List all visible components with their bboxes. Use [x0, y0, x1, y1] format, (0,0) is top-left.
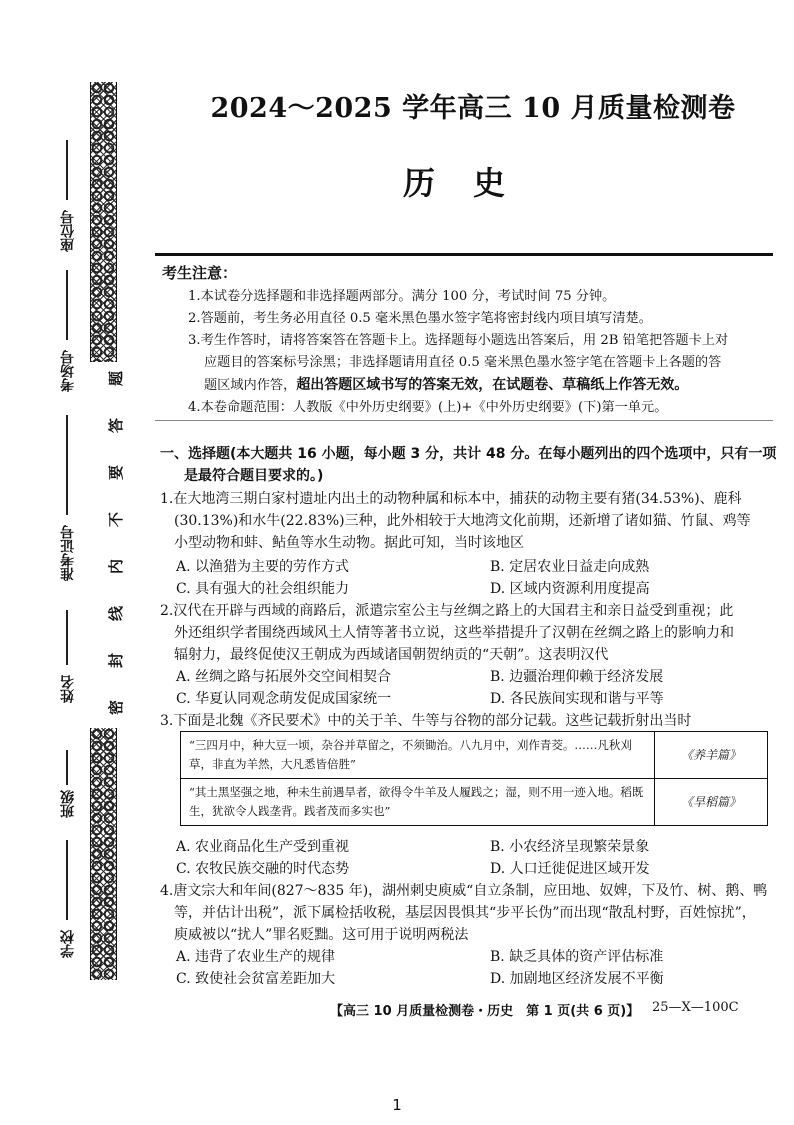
question-stem-line: 1.在大地湾三期白家村遗址内出土的动物种属和标本中，捕获的动物主要有猪(34.53%)、鹿科	[160, 491, 742, 507]
option-b: B. 边疆治理仰赖于经济发展	[490, 669, 664, 685]
option-c: C. 农牧民族交融的时代态势	[176, 861, 350, 877]
name-label: 姓名	[60, 675, 76, 703]
question-stem-line: 庾威被以“扰人”罪名贬黜。这可用于说明两税法	[174, 927, 469, 943]
notice-item: 4.本卷命题范围：人教版《中外历史纲要》(上)+《中外历史纲要》(下)第一单元。	[188, 400, 668, 415]
source-table	[180, 731, 768, 826]
question-stem-line: 外还组织学者围绕西域风土人情等著书立说，这些举措提升了汉朝在丝绸之路上的影响力和	[174, 625, 734, 641]
option-c: C. 具有强大的社会组织能力	[176, 581, 350, 597]
option-b: B. 缺乏具体的资产评估标准	[490, 949, 664, 965]
source-quote: “其土黑坚强之地，种未生前遇旱者，欲得令牛羊及人履践之；湿，则不用一迹入地。稻既生，犹欲令人践垄背。践者茂而多实也”	[181, 779, 655, 826]
school-line	[66, 840, 68, 920]
name-line	[66, 610, 68, 665]
option-c: C. 华夏认同观念萌发促成国家统一	[176, 691, 392, 707]
seal-char: 题	[107, 370, 126, 387]
page-number: 1	[392, 1096, 402, 1114]
exam-room-label: 考场号	[60, 350, 76, 392]
page-footer: 【高三 10 月质量检测卷・历史 第 1 页(共 6 页)】	[330, 1004, 640, 1019]
notice-item: 2.答题前，考生务必用直径 0.5 毫米黑色墨水签字笔将密封线内项目填写清楚。	[188, 311, 652, 326]
notice-title: 考生注意：	[162, 264, 238, 282]
option-b: B. 小农经济呈现繁荣景象	[490, 839, 650, 855]
school-label: 学校	[60, 930, 76, 958]
source-quote: “三四月中，种大豆一顷，杂谷并草留之，不须锄治。八九月中，刈作青茭。……凡秋刈草，非直为羊然，大凡悉皆倍胜”	[181, 732, 655, 779]
notice-item-text: 题区域内作答，	[204, 378, 297, 393]
seal-char: 线	[107, 605, 126, 622]
option-a: A. 农业商品化生产受到重视	[176, 839, 350, 855]
source-name: 《旱稻篇》	[655, 779, 768, 826]
notice-emphasis: 超出答题区域书写的答案无效，在试题卷、草稿纸上作答无效。	[296, 377, 689, 393]
section-heading	[160, 443, 782, 487]
seal-char: 不	[107, 511, 126, 528]
option-d: D. 加剧地区经济发展不平衡	[490, 971, 664, 987]
option-d: D. 人口迁徙促进区域开发	[490, 861, 650, 877]
question-stem-line: 4.唐文宗大和年间(827～835 年)，湖州刺史庾威“自立条制，应田地、奴婢，下及竹、树、鹅、鸭	[160, 883, 768, 899]
question-stem-line: 等，并估计出税”，派下属检括收税，基层因畏惧其“步平长伪”而出现“散乱村野，百姓惊扰”，	[174, 905, 756, 921]
option-a: A. 违背了农业生产的规律	[176, 949, 336, 965]
seal-char: 要	[107, 464, 126, 481]
seat-number-line	[66, 140, 68, 200]
admission-number-line	[66, 415, 68, 515]
source-name: 《养羊篇》	[655, 732, 768, 779]
exam-room-line	[66, 270, 68, 340]
option-a: A. 丝绸之路与拓展外交空间相契合	[176, 669, 392, 685]
notice-bottom-rule	[155, 420, 773, 421]
admission-number-label: 准考证号	[60, 525, 76, 581]
seal-char: 答	[107, 417, 126, 434]
seal-char: 封	[107, 652, 126, 669]
option-a: A. 以渔猎为主要的劳作方式	[176, 559, 350, 575]
seal-pattern-top	[90, 82, 117, 362]
table-row	[181, 732, 768, 779]
class-line	[66, 750, 68, 785]
table-row	[181, 779, 768, 826]
seal-char: 密	[107, 699, 126, 716]
question-stem-line: 3.下面是北魏《齐民要术》中的关于羊、牛等与谷物的部分记载。这些记载折射出当时	[160, 713, 692, 729]
question-1	[160, 488, 782, 554]
question-stem-line: 辐射力，最终促使汉王朝成为西域诸国朝贺纳贡的“天朝”。这表明汉代	[174, 647, 609, 663]
subject-title: 历史	[402, 164, 543, 202]
seal-char: 内	[107, 558, 126, 575]
question-4	[160, 880, 782, 946]
notice-top-rule	[155, 253, 773, 256]
question-2	[160, 600, 782, 666]
option-b: B. 定居农业日益走向成熟	[490, 559, 650, 575]
exam-title: 2024～2025 学年高三 10 月质量检测卷	[210, 93, 736, 124]
notice-item: 应题目的答案标号涂黑；非选择题请用直径 0.5 毫米黑色墨水签字笔在答题卡上各题的答	[204, 355, 722, 370]
notice-item	[204, 374, 794, 397]
question-3	[160, 710, 782, 732]
notice-item: 3.考生作答时，请将答案答在答题卡上。选择题每小题选出答案后，用 2B 铅笔把答题卡上对	[188, 333, 729, 348]
seal-pattern-bottom	[90, 728, 117, 980]
section-heading-line: 一、选择题(本大题共 16 小题，每小题 3 分，共计 48 分。在每小题列出的四个选项中，只有一项	[160, 446, 777, 462]
seal-line-text	[104, 368, 128, 718]
notice-item: 1.本试卷分选择题和非选择题两部分。满分 100 分，考试时间 75 分钟。	[188, 289, 616, 304]
option-d: D. 区域内资源利用度提高	[490, 581, 650, 597]
question-stem-line: (30.13%)和水牛(22.83%)三种，此外相较于大地湾文化前期，还新增了诸如猫、竹鼠、鸡等	[174, 513, 751, 529]
option-d: D. 各民族间实现和谐与平等	[490, 691, 664, 707]
seat-number-label: 座位号	[60, 210, 76, 252]
question-stem-line: 小型动物和蚌、鲇鱼等水生动物。据此可知，当时该地区	[174, 535, 524, 551]
question-stem-line: 2.汉代在开辟与西域的商路后，派遣宗室公主与丝绸之路上的大国君主和亲日益受到重视；此	[160, 603, 734, 619]
section-heading-line: 是最符合题目要求的。)	[184, 468, 324, 484]
exam-code: 25—X—100C	[652, 1000, 739, 1015]
class-label: 班级	[60, 790, 76, 818]
option-c: C. 致使社会贫富差距加大	[176, 971, 336, 987]
